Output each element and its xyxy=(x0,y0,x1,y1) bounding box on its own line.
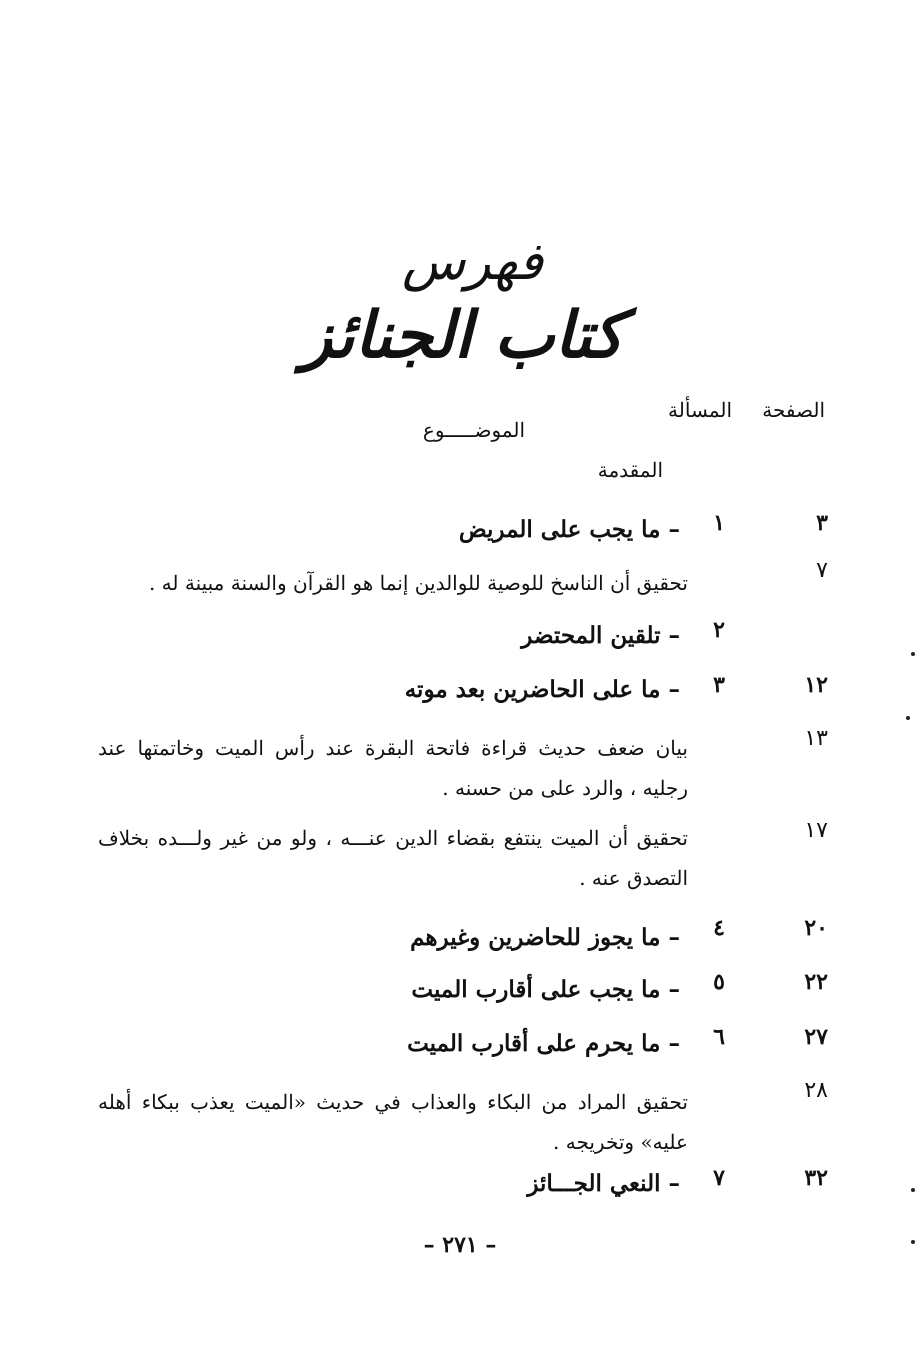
entry-subtopic: بيان ضعف حديث قراءة فاتحة البقرة عند رأس الميت وخاتمتها عند رجليه ، والرد على من حسنه . xyxy=(98,736,688,800)
entry-heading: – تلقين المحتضر xyxy=(521,622,680,649)
column-header-issue: المسألة xyxy=(668,398,732,422)
scan-speck xyxy=(911,1240,915,1244)
book-title: كتاب الجنائز xyxy=(301,298,624,373)
entry-heading: – ما يجوز للحاضرين وغيرهم xyxy=(410,924,680,951)
entry-page-number: ٢٠ xyxy=(804,915,828,941)
entry-subtopic: تحقيق المراد من البكاء والعذاب في حديث «الميت يعذب ببكاء أهله عليه» وتخريجه . xyxy=(98,1090,688,1154)
intro-entry: المقدمة xyxy=(597,458,663,482)
entry-heading: – ما يجب على أقارب الميت xyxy=(411,976,680,1003)
entry-issue-number: ٦ xyxy=(713,1024,725,1050)
entry-issue-number: ٥ xyxy=(713,969,725,995)
entry-heading: – النعي الجـــائز xyxy=(527,1170,680,1197)
index-title: فهرس xyxy=(402,232,543,292)
entry-issue-number: ٤ xyxy=(713,915,725,941)
column-header-topic: الموضـــــوع xyxy=(422,418,525,442)
entry-page-number: ٣ xyxy=(816,510,828,536)
page-number-footer: – ٢٧١ – xyxy=(423,1232,497,1258)
entry-page-number: ١٣ xyxy=(804,726,828,751)
entry-heading: – ما على الحاضرين بعد موته xyxy=(405,676,680,703)
entry-subtopic: تحقيق أن الميت ينتفع بقضاء الدين عنـــه ، ولو من غير ولـــده بخلاف التصدق عنه . xyxy=(98,826,688,890)
entry-page-number: ١٧ xyxy=(804,818,828,843)
scan-speck xyxy=(906,716,910,720)
entry-page-number: ١٢ xyxy=(804,672,828,698)
entry-heading: – ما يحرم على أقارب الميت xyxy=(407,1030,680,1057)
scan-speck xyxy=(911,1188,915,1192)
entry-heading: – ما يجب على المريض xyxy=(459,516,680,543)
entry-page-number: ٣٢ xyxy=(804,1165,828,1191)
entry-page-number: ٢٧ xyxy=(804,1024,828,1050)
entry-issue-number: ٧ xyxy=(713,1165,725,1191)
entry-page-number: ٧ xyxy=(816,558,828,583)
entry-page-number: ٢٢ xyxy=(804,969,828,995)
entry-issue-number: ٣ xyxy=(713,672,725,698)
column-header-page: الصفحة xyxy=(762,398,825,422)
scan-speck xyxy=(911,652,915,656)
entry-issue-number: ١ xyxy=(713,510,725,536)
entry-subtopic: تحقيق أن الناسخ للوصية للوالدين إنما هو القرآن والسنة مبينة له . xyxy=(148,571,688,595)
entry-page-number: ٢٨ xyxy=(804,1078,828,1103)
entry-issue-number: ٢ xyxy=(713,617,725,643)
